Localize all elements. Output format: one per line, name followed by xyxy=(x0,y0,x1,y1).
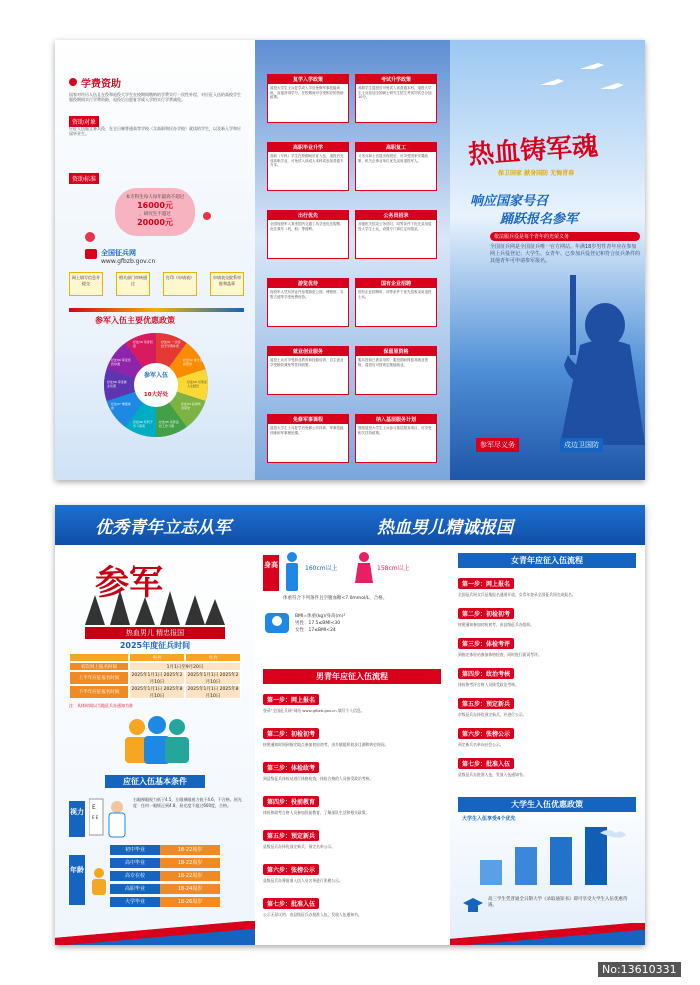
edu-level: 大学毕业 xyxy=(110,897,160,907)
wheel-item: 好处01 一次性给予学费补偿 xyxy=(161,340,181,348)
site-label: 全国征兵网 xyxy=(101,249,136,257)
benefit-title: 国有企业招聘 xyxy=(356,279,436,288)
male-figure-icon xyxy=(283,551,301,591)
time-title: 2025年度征兵时间 xyxy=(119,641,191,650)
step-text: 县级征兵办择优预定新兵，预定名单公示。 xyxy=(263,844,336,849)
header-right: 热血男儿精诚报国 xyxy=(377,518,513,538)
benefit-title: 保留原资格 xyxy=(356,347,436,356)
step-label: 第六步：张榜公示 xyxy=(263,864,319,875)
brochure-back xyxy=(55,505,645,945)
benefit-box xyxy=(267,278,349,327)
table-cell: 2025年1月1日 2025年8月10日 xyxy=(185,685,241,699)
benefit-title: 复学入学政策 xyxy=(268,75,348,84)
table-cell: 初次网上报名时间 xyxy=(69,662,129,671)
decor-stripe xyxy=(450,923,645,945)
wheel-item: 好处09 享受优抚待遇 xyxy=(111,358,131,366)
weight-text: 体重符合下列条件且空腹血糖<7.0mmol/L，合格。 xyxy=(283,596,388,601)
bubble-amount-2: 20000元 xyxy=(137,218,173,227)
benefit-text: 全国现役军人乘坐国内交通工具享受优先购票、优先乘车（机、船）等便利。 xyxy=(270,222,344,231)
big-title: 参军 xyxy=(95,563,163,603)
edu-row xyxy=(110,845,220,855)
bubble-sep: ，研究生不超过 xyxy=(139,212,171,217)
wheel-item: 好处07 增强体质 xyxy=(111,402,131,410)
table-cell: 下半年应征报名时间 xyxy=(69,685,129,699)
flow-step: 打印《申请表》 xyxy=(163,272,197,296)
step-text: 县级征兵办批准入伍，发放入伍通知书。 xyxy=(458,772,527,777)
deco-dot-icon xyxy=(85,232,95,242)
edu-level: 高中毕业 xyxy=(110,858,160,868)
flow-step: 申请表交院系审批和盖章 xyxy=(210,272,244,296)
table-row xyxy=(69,671,241,685)
edu-age: 18-24周岁 xyxy=(160,884,220,894)
site-url[interactable]: www.gfbzb.gov.cn xyxy=(101,258,156,265)
benefit-text: 鼓励退役大学生士兵参与基层服务项目，可享受相关扶持政策。 xyxy=(358,426,432,435)
benefit-title: 纳入基层服务计划 xyxy=(356,415,436,424)
people-group-icon xyxy=(117,715,197,765)
step-text: 体检和政考合格人员参加役前教育，了解部队生活和相关政策。 xyxy=(263,810,370,815)
step-label: 第二步：初检初考 xyxy=(263,728,319,739)
edu-row xyxy=(110,871,220,881)
subsidy-standard-label: 资助标准 xyxy=(69,173,99,184)
table-cell: 2025年1月1日 2025年2月10日 xyxy=(185,671,241,685)
benefit-text: 高职（专科）学生在校期间应征入伍，退役后完成高职学业，可免试入读成人本科或参加普通专升本。 xyxy=(270,154,344,167)
cond-title: 应征入伍基本条件 xyxy=(105,775,205,788)
wheel-item: 好处06 有利于学习深造 xyxy=(133,420,153,428)
wheel-item: 好处02 优先选拔使用 xyxy=(183,358,203,366)
person-icon xyxy=(89,867,109,895)
bullet-icon xyxy=(69,78,77,86)
table-row xyxy=(69,653,241,662)
male-flow-title: 男青年应征入伍流程 xyxy=(263,669,441,684)
edu-age: 18-22周岁 xyxy=(160,845,220,855)
table-cell: 2025年1月1日 2025年8月10日 xyxy=(129,685,185,699)
table-cell: 女兵 xyxy=(185,653,241,662)
cover-call-1: 响应国家号召 xyxy=(470,194,549,209)
benefit-text: 义务兵和士官退出现役后，可享受国家安置政策，机关企事业单位优先录用退役军人。 xyxy=(358,154,428,163)
column-conditions xyxy=(55,545,255,945)
table-cell: 2025年1月1日 2025年2月10日 xyxy=(129,671,185,685)
benefit-text: 各级机关招录公务员时，同等条件下优先录用退役大学生士兵，设置专门岗位定向招录。 xyxy=(358,222,432,231)
benefit-title: 公务员招录 xyxy=(356,211,436,220)
jet-fighters-icon xyxy=(530,55,640,95)
table-cell xyxy=(69,653,129,662)
benefit-text: 退役大学生士兵复学或入学后免修军事技能训练，直接获得学分，在校期间可享受相应的资助政策。 xyxy=(270,86,344,99)
step-label: 第五步：预定新兵 xyxy=(263,830,319,841)
edu-row xyxy=(110,897,220,907)
benefit-title: 就业创业服务 xyxy=(268,347,348,356)
wheel-item: 好处08 享受就业优惠 xyxy=(107,380,127,388)
wheel-item: 好处10 荣誉回报 xyxy=(133,340,153,348)
benefit-text: 退役士兵可享受职业教育和技能培训，自主创业享受税收减免等扶持政策。 xyxy=(270,358,344,367)
soldier-silhouette-icon xyxy=(550,265,645,445)
step-label: 第四步：政治考核 xyxy=(458,668,514,679)
header-left: 优秀青年立志从军 xyxy=(95,518,231,538)
benefit-text: 现役军人凭有效证件参观游览公园、博物馆、名胜古迹等享受免费优待。 xyxy=(270,290,344,299)
benefit-text: 高职学生退役后可免试入读普通本科，退役大学生士兵参加全国硕士研究生招生考试初试总分加10分。 xyxy=(358,86,432,99)
edu-level: 初中毕业 xyxy=(110,845,160,855)
wheel-item: 好处03 可享受人生经历 xyxy=(187,380,207,388)
gov-site-icon xyxy=(85,249,97,259)
table-cell: 上半年应征报名时间 xyxy=(69,671,129,685)
female-height: 158cm以上 xyxy=(377,565,410,572)
step-text: 预定新兵名单向社会公示。 xyxy=(458,742,504,747)
svg-text:E E: E E xyxy=(92,815,99,820)
step-text: 登录“全国征兵网”网站 www.gfbzb.gov.cn 填写个人信息。 xyxy=(263,708,365,713)
bmi-lines xyxy=(295,613,345,634)
wheel-center: 参军入伍 xyxy=(143,372,168,379)
scale-icon xyxy=(263,607,291,635)
step-label: 第三步：体检考评 xyxy=(458,638,514,649)
bmi-line: 男性：17.5≤BMI<30 xyxy=(295,621,341,626)
step-text: 县级征兵办将批准入伍人员名单进行张榜公示。 xyxy=(263,878,343,883)
step-text: 到指定体检站参加体格检查，同时进行面试考评。 xyxy=(458,652,542,657)
female-step xyxy=(458,751,633,790)
cover-ribbon: 依法服兵役是每个青年的光荣义务 xyxy=(490,232,640,241)
deco-dot-icon xyxy=(203,212,211,220)
decor-stripe xyxy=(55,921,255,945)
age-label: 年龄 xyxy=(69,855,85,905)
edu-age: 18-26周岁 xyxy=(160,897,220,907)
panel-cover xyxy=(450,40,645,480)
tuition-title: 学费资助 xyxy=(81,79,121,90)
female-flow-title: 女青年应征入伍流程 xyxy=(458,553,636,568)
step-text: 全国征兵网女兵征集报名通道开放，女青年登录全国征兵网完成报名。 xyxy=(458,592,576,597)
svg-text:E: E xyxy=(92,804,96,811)
benefit-title: 游览优待 xyxy=(268,279,348,288)
banner-header xyxy=(55,505,645,545)
flow-step: 相关部门审核通过 xyxy=(116,272,150,296)
step-text: 公示无异议的，由县级征兵办批准入伍，发放入伍通知书。 xyxy=(263,912,362,917)
benefit-text: 退役大学生士兵复学后免修公共体育、军事技能训练和军事理论课。 xyxy=(270,426,344,435)
edu-level: 高专在校 xyxy=(110,871,160,881)
benefit-box xyxy=(267,210,349,259)
tuition-intro: 国家对经历人伍且在役和退役大学生在校期间缴纳的学费实行一次性补偿，对应征入伍的高校学生服役期间实行学费资助，退役后自愿复学或入学的实行学费减免。 xyxy=(69,92,241,102)
table-row xyxy=(69,662,241,671)
benefit-box xyxy=(355,414,437,463)
grad-text: 高三学生凭普通全日制大学《录取通知书》即可享受大学生入伍优惠待遇。 xyxy=(488,897,628,908)
benefit-text: 国有企业招聘时，同等条件下优先招收录用退役士兵。 xyxy=(358,290,432,299)
bubble-amount-1: 16000元 xyxy=(137,201,173,210)
benefit-title: 免修军事课程 xyxy=(268,415,348,424)
policy-title: 参军入伍主要优惠政策 xyxy=(95,316,175,325)
edu-row xyxy=(110,858,220,868)
step-label: 第七步：批准入伍 xyxy=(263,898,319,909)
male-height: 160cm以上 xyxy=(305,565,338,572)
step-text: 到县级征兵体检站进行体格检查，体检合格的人员接受政治考核。 xyxy=(263,776,374,781)
female-figure-icon xyxy=(355,551,373,591)
benefit-title: 高职毕业升学 xyxy=(268,143,348,152)
bubble-text: 本专科生每人每年最高不超过 xyxy=(125,195,185,200)
cover-title: 热血铸军魂 xyxy=(467,131,600,171)
benefit-text: 服兵役前已被录用的，服役期间保留其就业资格，退役后可按规定继续就业。 xyxy=(358,358,428,367)
step-label: 第一步：网上报名 xyxy=(458,578,514,589)
benefit-box xyxy=(355,278,437,327)
wheel-item: 好处05 培养良好工作习惯 xyxy=(159,420,179,428)
edu-age: 18-22周岁 xyxy=(160,858,220,868)
benefit-box xyxy=(267,414,349,463)
benefit-title: 出行优先 xyxy=(268,211,348,220)
column-male-flow xyxy=(255,545,450,945)
soldiers-silhouette-icon xyxy=(85,585,225,625)
priority-bars-icon xyxy=(470,825,630,885)
bmi-line: BMI=体重(kg)/身高(m)² xyxy=(295,614,346,619)
cover-bottom-1: 参军尽义务 xyxy=(476,438,519,452)
apply-flow xyxy=(69,272,244,296)
eye-chart-doctor-icon xyxy=(89,797,129,841)
step-label: 第七步：批准入伍 xyxy=(458,758,514,769)
male-step xyxy=(263,891,438,930)
color-divider xyxy=(69,308,244,312)
cover-slogan: 保卫国家 献身国防 无悔青春 xyxy=(498,170,575,177)
benefit-box xyxy=(355,142,437,191)
subsidy-target-text: 应征入伍服义务兵役，在全日制普通高等学校（含高职和民办学校）就读的学生，以及新入学和应届毕业生。 xyxy=(69,126,241,136)
table-cell: 1月1日至9月20日 xyxy=(129,662,241,671)
subsidy-bubble xyxy=(115,188,195,236)
cover-bottom-2: 戍边卫国防 xyxy=(560,438,603,452)
benefit-box xyxy=(267,142,349,191)
column-female-flow xyxy=(450,545,645,945)
edu-age: 18-22周岁 xyxy=(160,871,220,881)
vision-label: 视力 xyxy=(69,801,85,837)
benefit-box xyxy=(267,346,349,395)
table-row xyxy=(69,685,241,699)
time-note: 注：具体时间以当地征兵办通知为准 xyxy=(69,703,133,708)
left-banner: 热血男儿 精忠报国 xyxy=(85,627,225,639)
student-sub: 大学生入伍享受4个优先 xyxy=(462,816,516,822)
cover-call-2: 踊跃报名参军 xyxy=(500,212,579,227)
step-text: 体检和考评合格人员接受政治考核。 xyxy=(458,682,519,687)
footer-id: No:13610331 xyxy=(598,962,681,977)
step-label: 第三步：体检政考 xyxy=(263,762,319,773)
panel-tuition xyxy=(55,40,255,480)
step-text: 市级征兵办择优预定新兵，并进行公示。 xyxy=(458,712,527,717)
step-text: 按照通知时间到指定地点参加初检初考，由乡镇组织初步目测和病史询问。 xyxy=(263,742,389,747)
panel-benefits xyxy=(255,40,450,480)
graduation-cap-icon xyxy=(462,895,484,917)
benefit-box xyxy=(355,74,437,123)
vision-text: 右眼裸眼视力低于4.5，左眼裸眼视力低于4.6，不合格。屈光度：任何一眼矫正到4.8，屈光度不超过600度，合格。 xyxy=(133,797,242,808)
edu-level: 高职毕业 xyxy=(110,884,160,894)
bmi-line: 女性：17≤BMI<24 xyxy=(295,628,336,633)
benefit-title: 考试升学政策 xyxy=(356,75,436,84)
table-cell: 男兵 xyxy=(129,653,185,662)
step-label: 第一步：网上报名 xyxy=(263,694,319,705)
edu-row xyxy=(110,884,220,894)
flow-step: 网上填写信息并提交 xyxy=(69,272,103,296)
wheel-sub: 10大好处 xyxy=(143,392,169,398)
step-text: 按照通知参加初检初考，由县级征兵办组织。 xyxy=(458,622,534,627)
step-label: 第四步：役前教育 xyxy=(263,796,319,807)
brochure-front xyxy=(55,40,645,480)
cover-body: 全国征兵网是全国征兵唯一官方网站。年满18岁男性青年应在参加网上兵役登记；大学生、女青年、已参加兵役登记和符合征兵条件的其他青年可申请参军报名。 xyxy=(490,244,641,264)
step-label: 第五步：预定新兵 xyxy=(458,698,514,709)
subsidy-target-label: 资助对象 xyxy=(69,116,99,127)
step-label: 第二步：初检初考 xyxy=(458,608,514,619)
height-label: 身高 xyxy=(263,555,279,591)
step-label: 第六步：张榜公示 xyxy=(458,728,514,739)
benefit-title: 高职复工 xyxy=(356,143,436,152)
wheel-item: 好处04 获得终身荣誉 xyxy=(181,402,201,410)
benefit-box xyxy=(267,74,349,123)
time-table xyxy=(69,653,241,699)
student-title: 大学生入伍优惠政策 xyxy=(458,797,636,812)
benefit-box xyxy=(355,346,437,395)
benefit-box xyxy=(355,210,437,259)
